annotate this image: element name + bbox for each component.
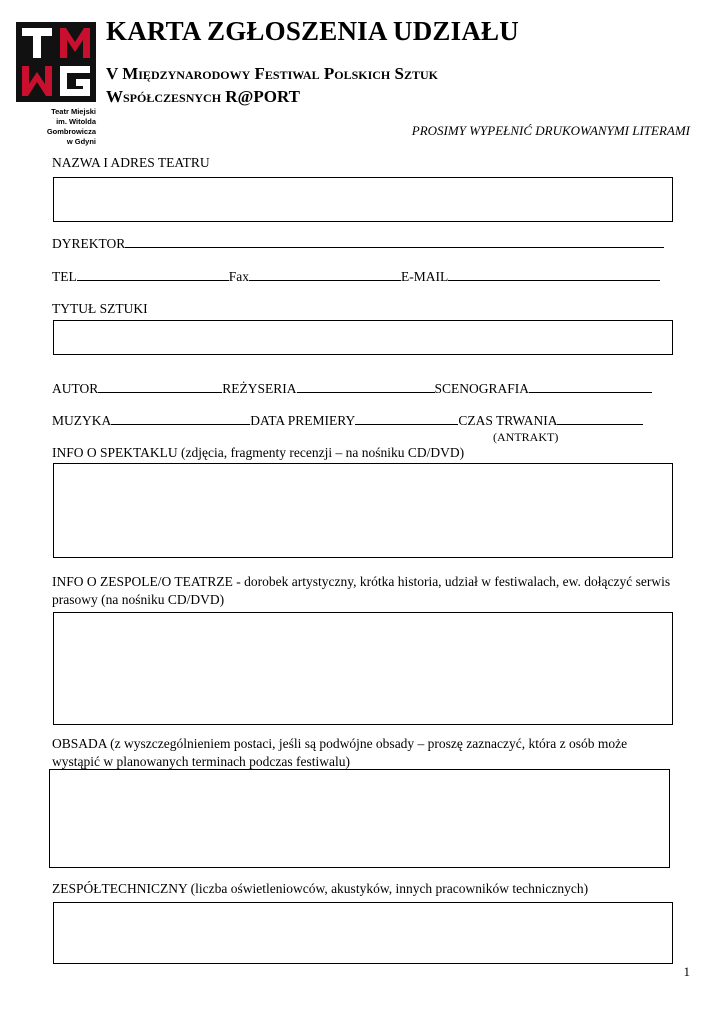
festival-subtitle <box>106 62 438 108</box>
premiere-field[interactable] <box>355 413 458 425</box>
cast-label: OBSADA (z wyszczególnieniem postaci, jeśli są podwójne obsady – proszę zaznaczyć, która z osób może wystąpić w planowanych terminach podczas festiwalu) <box>52 736 628 769</box>
author-field[interactable] <box>98 381 222 393</box>
author-label: AUTOR <box>52 381 99 396</box>
logo-caption-line: w Gdyni <box>66 137 96 146</box>
logo-caption-line: Teatr Miejski <box>51 107 96 116</box>
cast-box[interactable] <box>49 769 670 868</box>
fax-field[interactable] <box>249 269 401 281</box>
company-info-label: INFO O ZESPOLE/O TEATRZE - dorobek artystyczny, krótka historia, udział w festiwalach, ew. dołączyć serwis prasowy (na nośniku CD/DVD) <box>52 574 671 607</box>
director-row <box>52 236 672 252</box>
contact-row <box>52 269 672 285</box>
tech-team-label: ZESPÓŁTECHNICZNY (liczba oświetleniowców, akustyków, innych pracowników technicznych) <box>52 881 589 896</box>
play-title-box[interactable] <box>53 320 673 355</box>
director-field[interactable] <box>125 236 664 248</box>
tel-field[interactable] <box>77 269 229 281</box>
theatre-name-box[interactable] <box>53 177 673 222</box>
direction-field[interactable] <box>297 381 435 393</box>
theatre-logo <box>16 22 96 102</box>
show-info-box[interactable] <box>53 463 673 558</box>
page-number: 1 <box>683 964 690 979</box>
music-field[interactable] <box>111 413 250 425</box>
director-label: DYREKTOR <box>52 236 126 251</box>
tmwg-logo-icon <box>16 22 96 102</box>
logo-caption <box>6 107 96 147</box>
form-title: KARTA ZGŁOSZENIA UDZIAŁU <box>106 16 519 46</box>
credits-row <box>52 381 672 397</box>
intermission-note: (ANTRAKT) <box>493 430 559 444</box>
email-field[interactable] <box>448 269 660 281</box>
company-info-box[interactable] <box>53 612 673 725</box>
direction-label: REŻYSERIA <box>222 381 297 396</box>
duration-field[interactable] <box>557 413 643 425</box>
tech-team-box[interactable] <box>53 902 673 964</box>
subtitle-line-1: V Międzynarodowy Festiwal Polskich Sztuk <box>106 64 438 83</box>
premiere-label: DATA PREMIERY <box>250 413 356 428</box>
subtitle-line-2: Współczesnych R@PORT <box>106 87 300 106</box>
scenography-field[interactable] <box>529 381 652 393</box>
theatre-name-label: NAZWA I ADRES TEATRU <box>52 155 210 170</box>
production-row <box>52 413 672 429</box>
scenography-label: SCENOGRAFIA <box>434 381 530 396</box>
email-label: E-MAIL <box>401 269 449 284</box>
logo-caption-line: im. Witolda Gombrowicza <box>46 117 96 136</box>
print-notice: PROSIMY WYPEŁNIĆ DRUKOWANYMI LITERAMI <box>411 123 690 138</box>
music-label: MUZYKA <box>52 413 112 428</box>
tel-label: TEL <box>52 269 77 284</box>
play-title-label: TYTUŁ SZTUKI <box>52 301 148 316</box>
duration-label: CZAS TRWANIA <box>458 413 558 428</box>
show-info-label: INFO O SPEKTAKLU (zdjęcia, fragmenty recenzji – na nośniku CD/DVD) <box>52 445 465 460</box>
fax-label: Fax <box>228 269 249 284</box>
